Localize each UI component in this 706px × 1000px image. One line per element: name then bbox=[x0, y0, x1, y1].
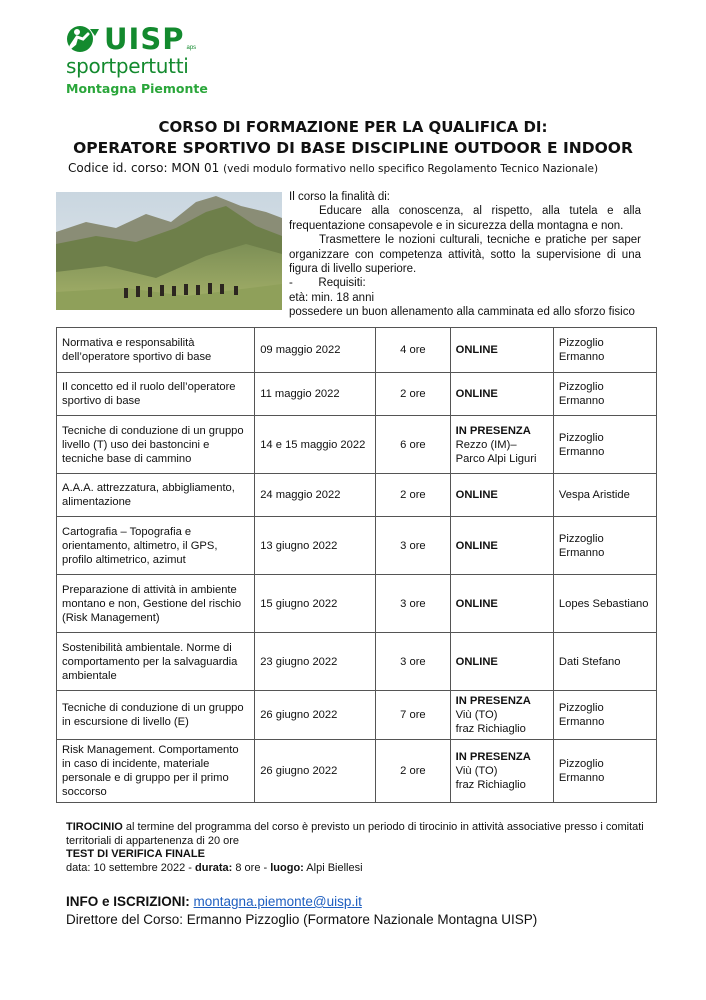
lesson-teacher: Pizzoglio Ermanno bbox=[553, 740, 656, 803]
lesson-teacher: Vespa Aristide bbox=[553, 474, 656, 517]
schedule-table bbox=[56, 327, 657, 803]
schedule-row bbox=[57, 373, 657, 416]
lesson-mode bbox=[450, 691, 553, 740]
lesson-hours: 3 ore bbox=[376, 633, 450, 691]
runner-logo-icon bbox=[66, 24, 102, 54]
lesson-teacher: Dati Stefano bbox=[553, 633, 656, 691]
final-test-label: TEST DI VERIFICA FINALE bbox=[66, 848, 205, 860]
schedule-row bbox=[57, 575, 657, 633]
lesson-mode-label: IN PRESENZA bbox=[455, 424, 531, 437]
lesson-hours: 6 ore bbox=[376, 416, 450, 474]
lesson-teacher: Pizzoglio Ermanno bbox=[553, 373, 656, 416]
lesson-date: 26 giugno 2022 bbox=[255, 691, 376, 740]
course-code-label: Codice id. corso: MON 01 bbox=[68, 161, 220, 175]
lesson-teacher: Pizzoglio Ermanno bbox=[553, 328, 656, 373]
requirements-label: - Requisiti: bbox=[289, 277, 366, 290]
lesson-date: 23 giugno 2022 bbox=[255, 633, 376, 691]
course-title-line1: CORSO DI FORMAZIONE PER LA QUALIFICA DI: bbox=[158, 118, 548, 136]
lesson-hours: 2 ore bbox=[376, 474, 450, 517]
lesson-date: 11 maggio 2022 bbox=[255, 373, 376, 416]
logo-name: UISP bbox=[104, 22, 185, 56]
lesson-mode bbox=[450, 633, 553, 691]
purpose-label: Il corso la finalità di: bbox=[289, 191, 390, 203]
lesson-mode-label: ONLINE bbox=[455, 489, 498, 501]
requirement-fitness: possedere un buon allenamento alla camminata ed allo sforzo fisico bbox=[289, 306, 635, 319]
lesson-topic: Il concetto ed il ruolo dell’operatore sportivo di base bbox=[57, 373, 255, 416]
info-section bbox=[66, 893, 537, 929]
lesson-date: 13 giugno 2022 bbox=[255, 517, 376, 575]
lesson-date: 09 maggio 2022 bbox=[255, 328, 376, 373]
purpose-2: Trasmettere le nozioni culturali, tecniche e pratiche per saper organizzare con competenza attività, sotto la supervisione di una figura di livello superiore. bbox=[289, 234, 641, 276]
logo-region: Montagna Piemonte bbox=[66, 81, 208, 96]
logo-tagline: sportpertutti bbox=[66, 54, 189, 78]
lesson-mode-label: IN PRESENZA bbox=[455, 695, 531, 707]
lesson-topic: Cartografia – Topografia e orientamento, altimetro, il GPS, profilo altimetrico, azimut bbox=[57, 517, 255, 575]
lesson-mode-label: ONLINE bbox=[455, 655, 498, 668]
lesson-teacher: Pizzoglio Ermanno bbox=[553, 517, 656, 575]
lesson-place: Viù (TO) fraz Richiaglio bbox=[455, 709, 526, 735]
lesson-date: 15 giugno 2022 bbox=[255, 575, 376, 633]
schedule-row bbox=[57, 740, 657, 803]
schedule-row bbox=[57, 633, 657, 691]
schedule-row bbox=[57, 474, 657, 517]
schedule-row bbox=[57, 328, 657, 373]
lesson-hours: 2 ore bbox=[376, 740, 450, 803]
lesson-teacher: Pizzoglio Ermanno bbox=[553, 691, 656, 740]
schedule-row bbox=[57, 517, 657, 575]
lesson-topic: Risk Management. Comportamento in caso di incidente, materiale personale e di gruppo per il primo soccorso bbox=[57, 740, 255, 803]
lesson-mode bbox=[450, 373, 553, 416]
lesson-mode bbox=[450, 328, 553, 373]
lesson-teacher: Lopes Sebastiano bbox=[553, 575, 656, 633]
lesson-place: Rezzo (IM)– Parco Alpi Liguri bbox=[455, 438, 537, 465]
lesson-date: 14 e 15 maggio 2022 bbox=[255, 416, 376, 474]
lesson-hours: 3 ore bbox=[376, 517, 450, 575]
course-code-note: (vedi modulo formativo nello specifico Regolamento Tecnico Nazionale) bbox=[223, 163, 599, 175]
lesson-topic: Tecniche di conduzione di un gruppo in escursione di livello (E) bbox=[57, 691, 255, 740]
tirocinio-note bbox=[66, 821, 666, 848]
lesson-hours: 7 ore bbox=[376, 691, 450, 740]
course-director: Direttore del Corso: Ermanno Pizzoglio (Formatore Nazionale Montagna UISP) bbox=[66, 912, 538, 927]
lesson-hours: 3 ore bbox=[376, 575, 450, 633]
final-test-details: data: 10 settembre 2022 - durata: 8 ore - luogo: Alpi Biellesi bbox=[66, 861, 363, 874]
lesson-date: 26 giugno 2022 bbox=[255, 740, 376, 803]
lesson-topic: Normativa e responsabilità dell’operatore sportivo di base bbox=[57, 328, 255, 373]
lesson-topic: A.A.A. attrezzatura, abbigliamento, alimentazione bbox=[57, 474, 255, 517]
lesson-mode bbox=[450, 474, 553, 517]
logo-aps: aps bbox=[186, 45, 197, 51]
tirocinio-label: TIROCINIO bbox=[66, 821, 123, 833]
lesson-topic: Tecniche di conduzione di un gruppo livello (T) uso dei bastoncini e tecniche base di cammino bbox=[57, 416, 255, 474]
lesson-mode bbox=[450, 416, 553, 474]
lesson-date: 24 maggio 2022 bbox=[255, 474, 376, 517]
mountain-hikers-photo bbox=[56, 192, 282, 310]
lesson-mode-label: ONLINE bbox=[455, 344, 498, 356]
info-label: INFO e ISCRIZIONI: bbox=[66, 894, 190, 909]
course-code bbox=[68, 161, 598, 175]
course-intro bbox=[289, 190, 641, 320]
footer-notes bbox=[66, 821, 666, 875]
lesson-hours: 2 ore bbox=[376, 373, 450, 416]
info-email-link[interactable]: montagna.piemonte@uisp.it bbox=[193, 894, 362, 909]
purpose-1: Educare alla conoscenza, al rispetto, alla tutela e alla frequentazione consapevole e in sicurezza della montagna e non. bbox=[289, 205, 641, 232]
lesson-mode-label: ONLINE bbox=[455, 539, 498, 552]
course-title-line2: OPERATORE SPORTIVO DI BASE DISCIPLINE OUTDOOR E INDOOR bbox=[73, 139, 633, 157]
lesson-place: Viù (TO) fraz Richiaglio bbox=[455, 765, 526, 791]
lesson-mode-label: IN PRESENZA bbox=[455, 751, 531, 763]
lesson-hours: 4 ore bbox=[376, 328, 450, 373]
lesson-mode-label: ONLINE bbox=[455, 388, 498, 400]
lesson-mode bbox=[450, 517, 553, 575]
uisp-logo bbox=[66, 24, 266, 96]
lesson-teacher: Pizzoglio Ermanno bbox=[553, 416, 656, 474]
lesson-mode-label: ONLINE bbox=[455, 597, 498, 610]
lesson-topic: Preparazione di attività in ambiente montano e non, Gestione del rischio (Risk Management) bbox=[57, 575, 255, 633]
tirocinio-text: al termine del programma del corso è previsto un periodo di tirocinio in attività associative presso i comitati territoriali di appartenenza di 20 ore bbox=[66, 821, 644, 847]
schedule-row bbox=[57, 691, 657, 740]
lesson-topic: Sostenibilità ambientale. Norme di comportamento per la salvaguardia ambientale bbox=[57, 633, 255, 691]
lesson-mode bbox=[450, 740, 553, 803]
requirement-age: età: min. 18 anni bbox=[289, 291, 375, 304]
lesson-mode bbox=[450, 575, 553, 633]
schedule-row bbox=[57, 416, 657, 474]
